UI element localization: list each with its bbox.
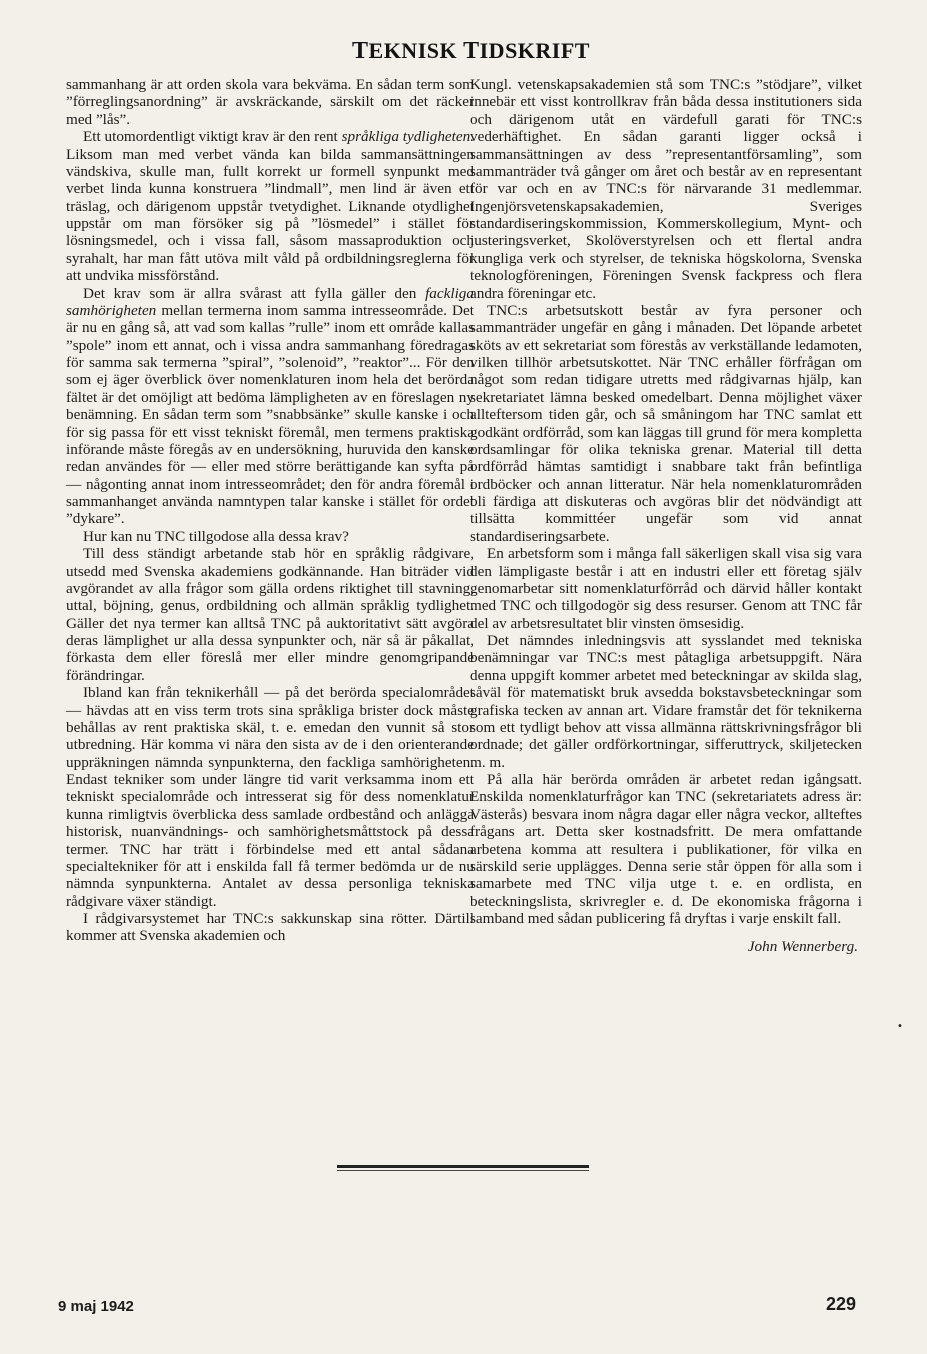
masthead-initial-2: T [463,38,480,64]
left-p2-text-b: Liksom man med verbet vända kan bilda sammansättningen vändskiva, skulle man, fullt korrekt ur formell synpunkt med verbet linda kunna konstruera ”lindmall”, men lind är även ett träslag, och därigenom uppstår tvetydighet. Liknande otydlighet uppstår om man försöker sig på ”lösmedel” i stället för lösningsmedel, och i vissa fall, såsom massaproduktion och syrahalt, har man fått utöva milt våld på ordbildningsreglerna för att undvika missförstånd. [66,145,474,285]
issue-date: 9 maj 1942 [58,1298,134,1315]
right-paragraph-2: TNC:s arbetsutskott består av fyra personer och sammanträder ungefär en gång i månaden. Det löpande arbetet sköts av ett sekretariat som förestås av verkställande ledamoten, vilken tillhör arbetsutskottet. När TNC erhåller förfrågan om något som redan tidigare utretts med rådgivarnas hjälp, kan sekretariatet lämna besked omedelbart. Denna möjlighet växer allteftersom tiden går, och så småningom har TNC samlat ett godkänt ordförråd, som kan läggas till grund för mera kompletta ordsamlingar för olika tekniska grenar. Material till detta ordförråd hämtas samtidigt i snabbare takt från befintliga ordböcker och annan litteratur. När hela nomenklaturområden bli färdiga att diskuteras och avgöras blir det nödvändigt att tillsätta kommittéer ungefär som vid annat standardiseringsarbete. [470,301,862,545]
right-column [470,76,862,956]
left-paragraph-4: Hur kan nu TNC tillgodose alla dessa krav? [83,527,349,545]
left-p3-text-a: Det krav som är allra svårast att fylla gäller den [83,284,426,302]
left-paragraph-1: sammanhang är att orden skola vara bekväma. En sådan term som ”förreglingsanordning” är avskräckande, särskilt om det räcker med ”lås”. [66,76,474,128]
left-paragraph-7: I rådgivarsystemet har TNC:s sakkunskap sina rötter. Därtill kommer att Svenska akademien och [66,910,474,945]
left-paragraph-6: Ibland kan från teknikerhåll — på det berörda specialområdet — hävdas att en viss term trots sina språkliga brister dock måste behållas av rent praktiska skäl, t. e. emedan den vunnit så stor utbredning. Här komma vi nära den sista av de i den orienterande uppräkningen nämnda synpunkterna, den fackliga samhörigheten. Endast tekniker som under längre tid varit verksamma inom ett tekniskt specialområde och intresserat sig för dess nomenklatur kunna rimligtvis överblicka dess samlade ordbestånd och anlägga historisk, nuanvändnings- och samhörighetsmåttstock på dessa termer. TNC har trätt i förbindelse med ett antal sådana specialtekniker för att i enskilda fall få termer bedömda ur de nu nämnda synpunkterna. Antalet av dessa personliga tekniska rådgivare växer ständigt. [66,684,474,910]
left-p3-text-b: mellan termerna inom samma intresseområde. Det är nu en gång så, att vad som kallas ”rulle” inom ett område kallas ”spole” inom ett annat, och i vissa andra sammanhang föredragas för samma sak termerna ”spiral”, ”solenoid”, ”reaktor”... För den som ej äger överblick över nomenklaturen inom hela det berörda fältet är det omöjligt att bedöma lämpligheten av en föreslagen ny benämning. En sådan term som ”snabbsänke” skulle kanske i och för sig passa för ett visst tekniskt föremål, men termens praktiska införande måste föregås av en undersökning, huruvida den kanske redan användes för — eller med större berättigande kan syfta på — någonting annat inom intresseområdet; den för andra föremål i sammanhanget använda namntypen talar kanske i stället för ordet ”dykare”. [66,301,474,528]
right-paragraph-3: En arbetsform som i många fall säkerligen skall visa sig vara den lämpligaste består i att en industri eller ett företag själv genomarbetar sitt nomenklaturförråd och därvid håller kontakt med TNC och tillgodogör sig dess resurser. Genom att TNC får del av arbetsresultatet blir vinsten ömsesidig. [470,545,862,632]
end-rule-thin [337,1170,589,1171]
right-paragraph-1: Kungl. vetenskapsakademien stå som TNC:s ”stödjare”, vilket innebär ett visst kontrollkrav från båda dessa institutioners sida och därigenom utåt en värdefull garati för TNC:s vederhäftighet. En sådan garanti ligger också i sammansättningen av dess ”representantförsamling”, som sammanträder två gånger om året och består av en representant för var och en av TNC:s för närvarande 31 medlemmar. Ingenjörsvetenskapsakademien, Sveriges standardiseringskommission, Kommerskollegium, Mynt- och justeringsverket, Skolöverstyrelsen och ett flertal andra kungliga verk och styrelser, de tekniska högskolorna, Svenska teknologföreningen, Föreningen Svensk fackpress och flera andra föreningar etc. [470,76,862,302]
masthead-word-2: IDSKRIFT [479,38,590,63]
page-number: 229 [826,1294,857,1314]
end-rule [337,1165,589,1168]
left-paragraph-3 [66,285,474,528]
masthead-word-1: EKNISK [368,38,458,63]
left-p2-emphasis: språkliga tydligheten. [341,128,475,146]
masthead [352,38,590,68]
left-paragraph-2 [66,128,474,284]
margin-bullet: • [897,1021,903,1032]
left-column [66,76,474,945]
author-signature: John Wennerberg. [747,938,858,956]
left-paragraph-5: Till dess ständigt arbetande stab hör en språklig rådgivare, utsedd med Svenska akademiens godkännande. Han biträder vid avgörandet av alla frågor som gälla ordens riktighet till stavning, uttal, böjning, genus, ordbildning och allmän språklig tydlighet. Gäller det nya termer kan alltså TNC på auktoritativt sätt avgöra deras lämplighet ur alla dessa synpunkter och, när så är påkallat, förkasta dem eller föreslå mer eller mindre genomgripande förändringar. [66,545,474,684]
right-paragraph-5: På alla här berörda områden är arbetet redan igångsatt. Enskilda nomenklaturfrågor kan TNC (sekretariatets adress är: Västerås) besvara inom några dagar eller några veckor, allteftes frågans art. Detta sker kostnadsfritt. De mera omfattande arbetena komma att resultera i publikationer, för vilka en särskild serie upplägges. Denna serie står öppen för alla som i samarbete med TNC vilja utge t. e. en ordlista, en beteckningslista, skrivregler e. d. De ekonomiska frågorna i samband med sådan publicering få dryftas i varje enskilt fall. [470,771,862,927]
left-p3-emphasis: fackliga samhörigheten [66,284,474,319]
right-paragraph-4: Det nämndes inledningsvis att sysslandet med tekniska benämningar var TNC:s mest påtagliga arbetsuppgift. Nära denna uppgift kommer arbetet med beteckningar av skilda slag, såväl för matematiskt bruk avsedda bokstavsbeteckningar som grafiska tecken av annan art. Vidare framstår det för teknikerna som ett tydligt behov att vissa allmänna rättskrivningsfrågor bli ordnade; det gäller ordförkortningar, sifferuttryck, skiljetecken m. m. [470,632,862,771]
left-p2-text-a: Ett utomordentligt viktigt krav är den rent [83,128,342,146]
masthead-initial-1: T [352,38,369,64]
